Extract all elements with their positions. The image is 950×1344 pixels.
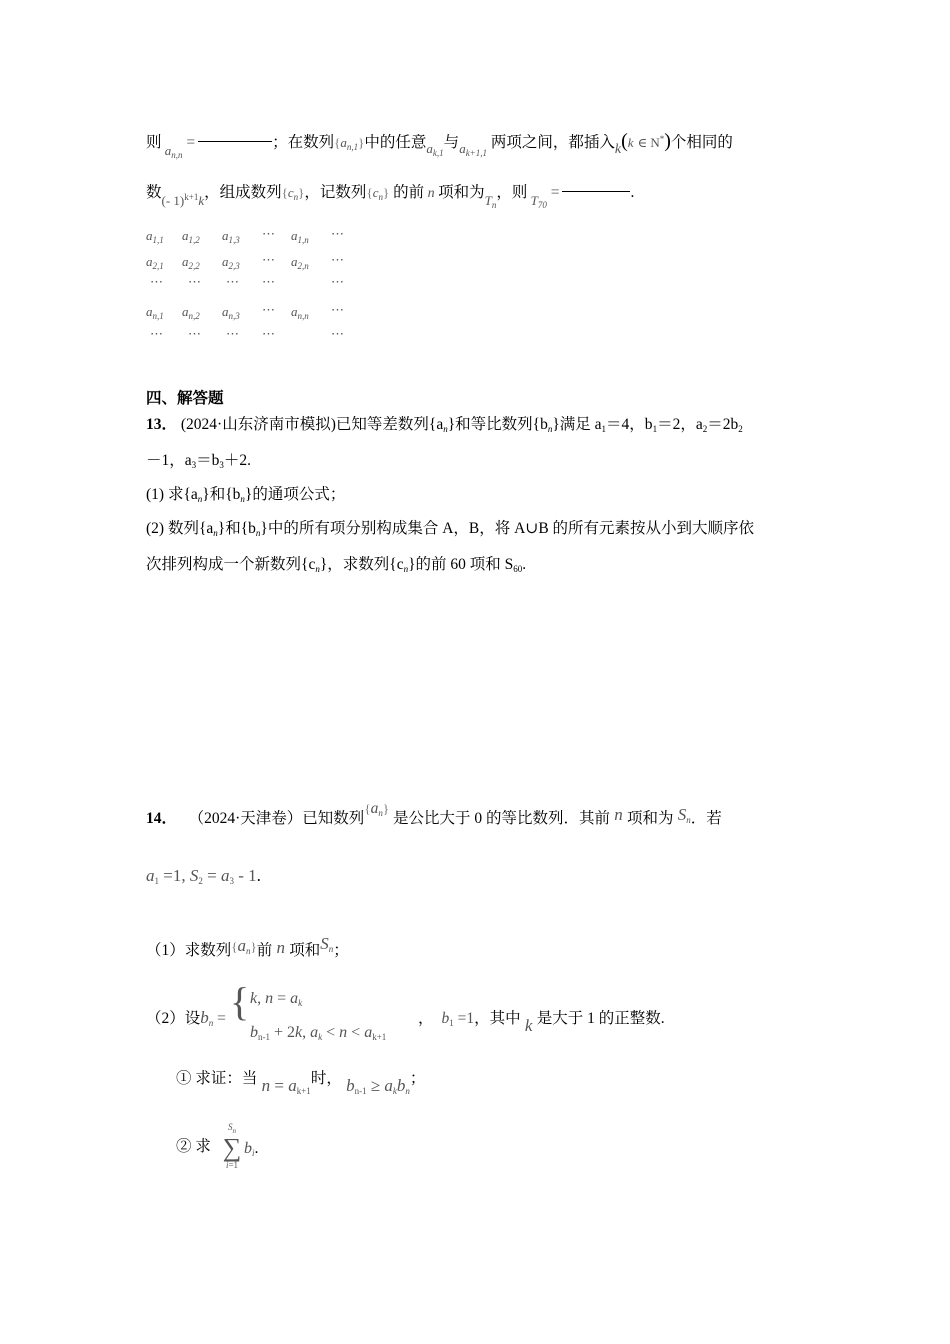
q14-part2-tail: ， $b_1 =1$，其中 k 是大于 1 的正整数. (418, 1010, 665, 1035)
q14-line1: 14． （2024·天津卷）已知数列$^{\{}a_n^{\}}$ 是公比大于 0 的等比数列．其前 n 项和为 $S_n$．若 (146, 800, 722, 827)
q14-condition: $a_1 =1$, $S_2 = a_3 - 1$. (146, 866, 261, 886)
text: (2024·山东济南市模拟)已知等差数列{a (180, 416, 444, 433)
text: 次排列构成一个新数列{c (146, 556, 316, 573)
text: 数 (146, 184, 162, 201)
text: 的前 (393, 184, 425, 201)
question-number: 14． (146, 810, 178, 827)
text: ② 求 (176, 1138, 211, 1155)
number-matrix: $a_{1,1}$ $a_{1,2}$ $a_{1,3}$ ⋯ $a_{1,n}$ ⋯ $a_{2,1}$ $a_{2,2}$ $a_{2,3}$ ⋯ $a_{2,n}$ ⋯ ⋯ ⋯ ⋯ ⋯ ⋯ $a_{n,1}$ $a_{n,2}$ $a_{n,3}$ ⋯ $a_{n,n}$ ⋯ ⋯ ⋯ ⋯ ⋯ ⋯ (146, 226, 344, 341)
q13-part2-line2: 次排列构成一个新数列$\{c_n\}$，求数列$\{c_n\}$的前 60 项和 $S_{60}$. (146, 556, 527, 574)
text: －1，a (146, 452, 192, 469)
text: 项和为 (438, 184, 485, 201)
summation: $S_n$ ∑ i=1 (222, 1122, 242, 1170)
text: 与 (443, 134, 460, 151)
text: ．若 (690, 810, 722, 827)
text: }和{b (202, 486, 241, 503)
text: 是大于 1 的正整数. (536, 1010, 665, 1027)
text: 中的任意 (364, 134, 427, 151)
text: . (630, 184, 635, 201)
text: ＝b (196, 452, 220, 469)
summand: $b_i$. (244, 1140, 259, 1158)
text: . (522, 556, 527, 573)
text: ，则 (496, 184, 528, 201)
q14-sub1: ① 求证：当 $n = a_{k+1}$时， $b_{n-1} \ge a_kb_n$； (176, 1070, 426, 1096)
q13-line1: 13． (2024·山东济南市模拟)已知等差数列$\{a_n\}$和等比数列$\{b_n\}$满足 $a_1=4$，$b_1=2$，$a_2=2b_2$ (146, 416, 743, 434)
text: (2) 数列{a (146, 520, 214, 537)
text: 是公比大于 0 的等比数列．其前 (392, 810, 610, 827)
q13-part2-line1: (2) 数列$\{a_n\}$和$\{b_n\}$中的所有项分别构成集合 A，B，将 A∪B 的所有元素按从小到大顺序依 (146, 520, 755, 538)
text: }的通项公式； (244, 486, 346, 503)
text: （2024·天津卷）已知数列 (188, 810, 365, 827)
text: ； (409, 1070, 426, 1087)
q13-line2: －1，$a_3=b_3+2$. (146, 452, 252, 470)
answer-blank[interactable] (562, 191, 630, 192)
text: ，其中 (474, 1010, 521, 1027)
text: 项和 (289, 942, 321, 959)
text: ＝2b (707, 416, 739, 433)
text: (1) 求{a (146, 486, 198, 503)
piecewise-definition: { (230, 979, 250, 1024)
text: }的前 60 项和 S (408, 556, 514, 573)
text: . (254, 1140, 259, 1157)
text: （2）设 (146, 1010, 201, 1027)
q14-part1: （1）求数列$^{\{}a_n^{\}}$前 n 项和$S_n$； (146, 934, 349, 959)
text: }和等比数列{b (447, 416, 548, 433)
q12-line2: 数$_{(- 1)^{k+1}k}$，组成数列$\{c_n\}$，记数列$\{c_n\}$ 的前 n 项和为$_{T_n}$，则 $_{T_{70}}$ = . (146, 184, 635, 210)
text: ，组成数列 (204, 184, 282, 201)
text: }中的所有项分别构成集合 A，B，将 A∪B 的所有元素按从小到大顺序依 (260, 520, 755, 537)
text: ； (333, 942, 349, 959)
text: ，记数列 (304, 184, 367, 201)
piecewise-cases: k, $n = a_k$ $b_{n-1} + 2k$, $a_k < n < a_{k+1}$ (250, 990, 387, 1042)
text: ；在数列 (272, 134, 335, 151)
text: （1）求数列 (146, 942, 232, 959)
text: }，求数列{c (319, 556, 404, 573)
text: }满足 a (552, 416, 602, 433)
text: 则 (146, 134, 162, 151)
section-title: 四、解答题 (146, 390, 224, 407)
text: ＋2. (223, 452, 252, 469)
q12-line1: 则 $_{a_{n,n}}$ = ；在数列$\{a_{n,1}\}$中的任意$_{a_{k,1}}$与$_{a_{k+1,1}}$ 两项之间，都插入k(k ∈ N*)个相同的 (146, 130, 733, 160)
text: 前 (256, 942, 273, 959)
text: 个相同的 (670, 134, 733, 151)
question-number: 13． (146, 416, 178, 433)
q13-part1: (1) 求$\{a_n\}$和$\{b_n\}$的通项公式； (146, 486, 346, 504)
text: ＝4，b (606, 416, 653, 433)
text: ＝2，a (657, 416, 703, 433)
text: 项和为 (626, 810, 674, 827)
text: 时， (310, 1070, 342, 1087)
q14-sub2 (176, 1134, 211, 1156)
text: 两项之间，都插入 (490, 134, 615, 151)
answer-blank[interactable] (198, 141, 272, 142)
text: ① 求证：当 (176, 1070, 258, 1087)
text: }和{b (217, 520, 256, 537)
q14-part2: （2）设$b_n$ = (146, 1008, 226, 1028)
